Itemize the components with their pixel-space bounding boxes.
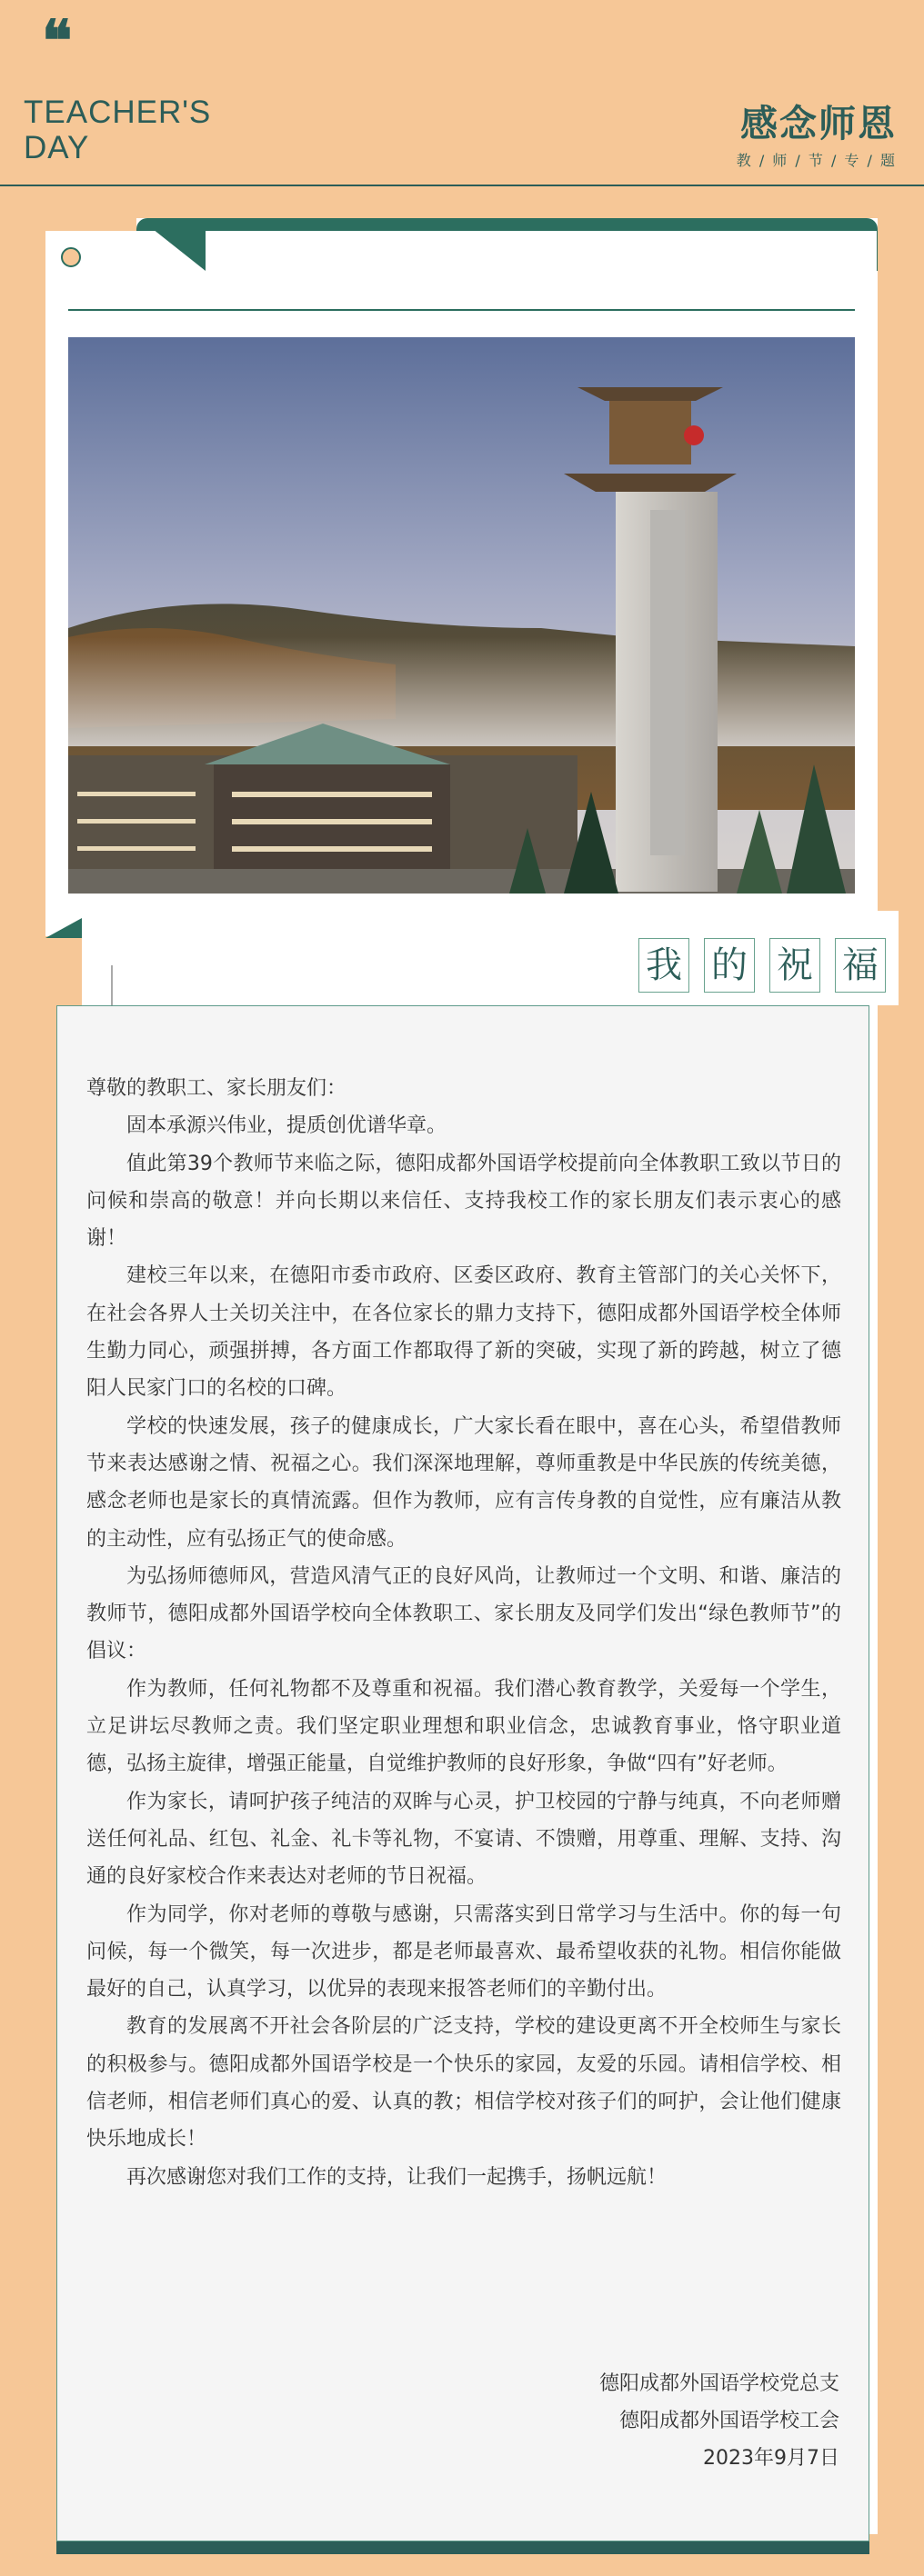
letter-paragraph: 值此第39个教师节来临之际，德阳成都外国语学校提前向全体教职工致以节日的问候和崇高的敬意！并向长期以来信任、支持我校工作的家长朋友们表示衷心的感谢！: [86, 1152, 841, 1251]
letter-paragraph: 建校三年以来，在德阳市委市政府、区委区政府、教育主管部门的关心关怀下，在社会各界人士关切关注中，在各位家长的鼎力支持下，德阳成都外国语学校全体师生勤力同心，顽强拼搏，各方面工作都取得了新的突破，实现了新的跨越，树立了德阳人民家门口的名校的口碑。: [86, 1264, 841, 1401]
brand-line-2: DAY: [24, 130, 90, 165]
letter-paragraph: 固本承源兴伟业，提质创优谱华章。: [126, 1114, 447, 1138]
signature-line: 德阳成都外国语学校党总支: [598, 2372, 839, 2395]
page-title: 感念师恩: [740, 102, 897, 145]
signature-date: 2023年9月7日: [703, 2447, 839, 2470]
card-fold-corner: [45, 918, 82, 938]
letter-paragraph: 作为同学，你对老师的尊敬与感谢，只需落实到日常学习与生活中。你的每一句问候，每一个微笑，每一次进步，都是老师最喜欢、最希望收获的礼物。相信你能做最好的自己，认真学习，以优异的表现来报答老师们的辛勤付出。: [86, 1902, 841, 2002]
section-title-char: 福: [835, 938, 886, 993]
section-marker: [111, 965, 113, 1006]
letter-paragraph: 学校的快速发展，孩子的健康成长，广大家长看在眼中，喜在心头，希望借教师节来表达感谢之情、祝福之心。我们深深地理解，尊师重教是中华民族的传统美德，感念老师也是家长的真情流露。但作为教师，应有言传身教的自觉性，应有廉洁从教的主动性，应有弘扬正气的使命感。: [86, 1414, 841, 1551]
brand-line-1: TEACHER'S: [24, 95, 212, 130]
card-divider: [68, 309, 855, 311]
signature-line: 德阳成都外国语学校工会: [618, 2410, 839, 2432]
campus-photo: [68, 337, 855, 894]
quote-icon: ❝: [42, 7, 73, 74]
letter-paragraph: 教育的发展离不开社会各阶层的广泛支持，学校的建设更离不开全校师生与家长的积极参与。德阳成都外国语学校是一个快乐的家园，友爱的乐园。请相信学校、相信老师，相信老师们真心的爱、认真的教；相信学校对孩子们的呵护，会让他们健康快乐地成长！: [86, 2015, 841, 2152]
section-title-char: 祝: [769, 938, 820, 993]
letter-paragraph: 再次感谢您对我们工作的支持，让我们一起携手，扬帆远航！: [126, 2165, 668, 2189]
letter-bottom-bar: [56, 2541, 869, 2554]
header-divider: [0, 185, 924, 186]
section-title-char: 的: [704, 938, 755, 993]
letter-greeting: 尊敬的教职工、家长朋友们：: [86, 1077, 347, 1100]
section-title: [638, 938, 886, 993]
letter-signature: [599, 2365, 839, 2477]
page-header: [0, 0, 924, 186]
letter-paragraph: 作为家长，请呵护孩子纯洁的双眸与心灵，护卫校园的宁静与纯真，不向老师赠送任何礼品、红包、礼金、礼卡等礼物，不宴请、不馈赠，用尊重、理解、支持、沟通的良好家校合作来表达对老师的节日祝福。: [86, 1790, 841, 1889]
letter-panel: [56, 1005, 869, 2541]
letter-paragraph: 作为教师，任何礼物都不及尊重和祝福。我们潜心教育教学，关爱每一个学生，立足讲坛尽教师之责。我们坚定职业理想和职业信念，忠诚教育事业，恪守职业道德，弘扬主旋律，增强正能量，自觉维护教师的良好形象，争做“四有”好老师。: [86, 1677, 841, 1776]
letter-paragraph: 为弘扬师德师风，营造风清气正的良好风尚，让教师过一个文明、和谐、廉洁的教师节，德阳成都外国语学校向全体教职工、家长朋友及同学们发出“绿色教师节”的倡议：: [86, 1564, 841, 1663]
card-hole-icon: [61, 247, 81, 267]
card-tab-notch: [153, 229, 206, 271]
teachers-day-brand: [24, 95, 211, 165]
letter-body: [86, 1070, 841, 2196]
page-subtitle: 教 / 师 / 节 / 专 / 题: [736, 152, 897, 169]
section-title-char: 我: [638, 938, 689, 993]
